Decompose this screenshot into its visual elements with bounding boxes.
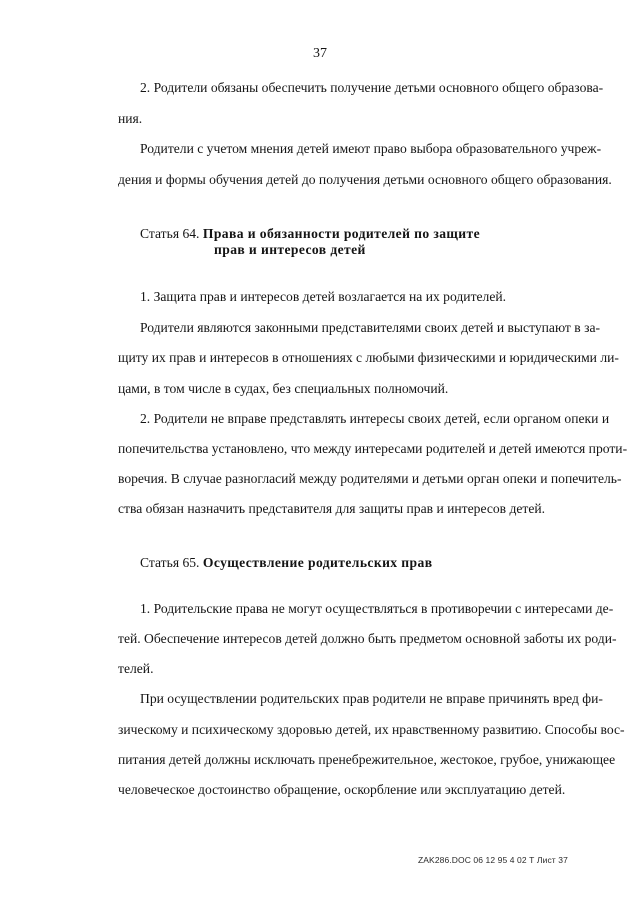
paragraph-line: щиту их прав и интересов в отношениях с любыми физическими и юридическими ли- (118, 350, 619, 365)
paragraph-line: 1. Родительские права не могут осуществляться в противоречии с интересами де- (140, 601, 614, 616)
paragraph-line: попечительства установлено, что между интересами родителей и детей имеются проти- (118, 441, 628, 456)
paragraph-line: питания детей должны исключать пренебрежительное, жестокое, грубое, унижающее (118, 752, 616, 767)
article-number: Статья 64. (140, 226, 200, 241)
paragraph-line: 2. Родители не вправе представлять интересы своих детей, если органом опеки и (140, 411, 610, 426)
paragraph-line: телей. (118, 661, 154, 676)
document-footer: ZAK286.DOC 06 12 95 4 02 Т Лист 37 (418, 855, 568, 865)
paragraph-line: зическому и психическому здоровью детей, их нравственному развитию. Способы вос- (118, 722, 625, 737)
paragraph-line: 1. Защита прав и интересов детей возлагается на их родителей. (140, 289, 507, 304)
article-number: Статья 65. (140, 555, 200, 570)
article-title: Осуществление родительских прав (202, 555, 433, 570)
paragraph-line: человеческое достоинство обращение, оскорбление или эксплуатацию детей. (118, 782, 566, 797)
paragraph-line: ния. (118, 111, 143, 126)
paragraph-line: дения и формы обучения детей до получения детьми основного общего образования. (118, 172, 612, 187)
paragraph-line: цами, в том числе в судах, без специальных полномочий. (118, 381, 449, 396)
page-number: 37 (313, 46, 327, 61)
paragraph-line: ства обязан назначить представителя для защиты прав и интересов детей. (118, 501, 546, 516)
article-heading-line (140, 226, 480, 242)
paragraph-line: При осуществлении родительских прав родители не вправе причинять вред фи- (140, 691, 603, 706)
paragraph-line: тей. Обеспечение интересов детей должно быть предметом основной заботы их роди- (118, 631, 617, 646)
article-heading-line (140, 555, 432, 571)
article-title: Права и обязанности родителей по защите (202, 226, 481, 241)
paragraph-line: Родители являются законными представителями своих детей и выступают в за- (140, 320, 601, 335)
paragraph-line: Родители с учетом мнения детей имеют право выбора образовательного учреж- (140, 141, 602, 156)
paragraph-line: воречия. В случае разногласий между родителями и детьми орган опеки и попечитель- (118, 471, 622, 486)
paragraph-line: 2. Родители обязаны обеспечить получение детьми основного общего образова- (140, 80, 604, 95)
article-title-continuation: прав и интересов детей (214, 242, 366, 257)
